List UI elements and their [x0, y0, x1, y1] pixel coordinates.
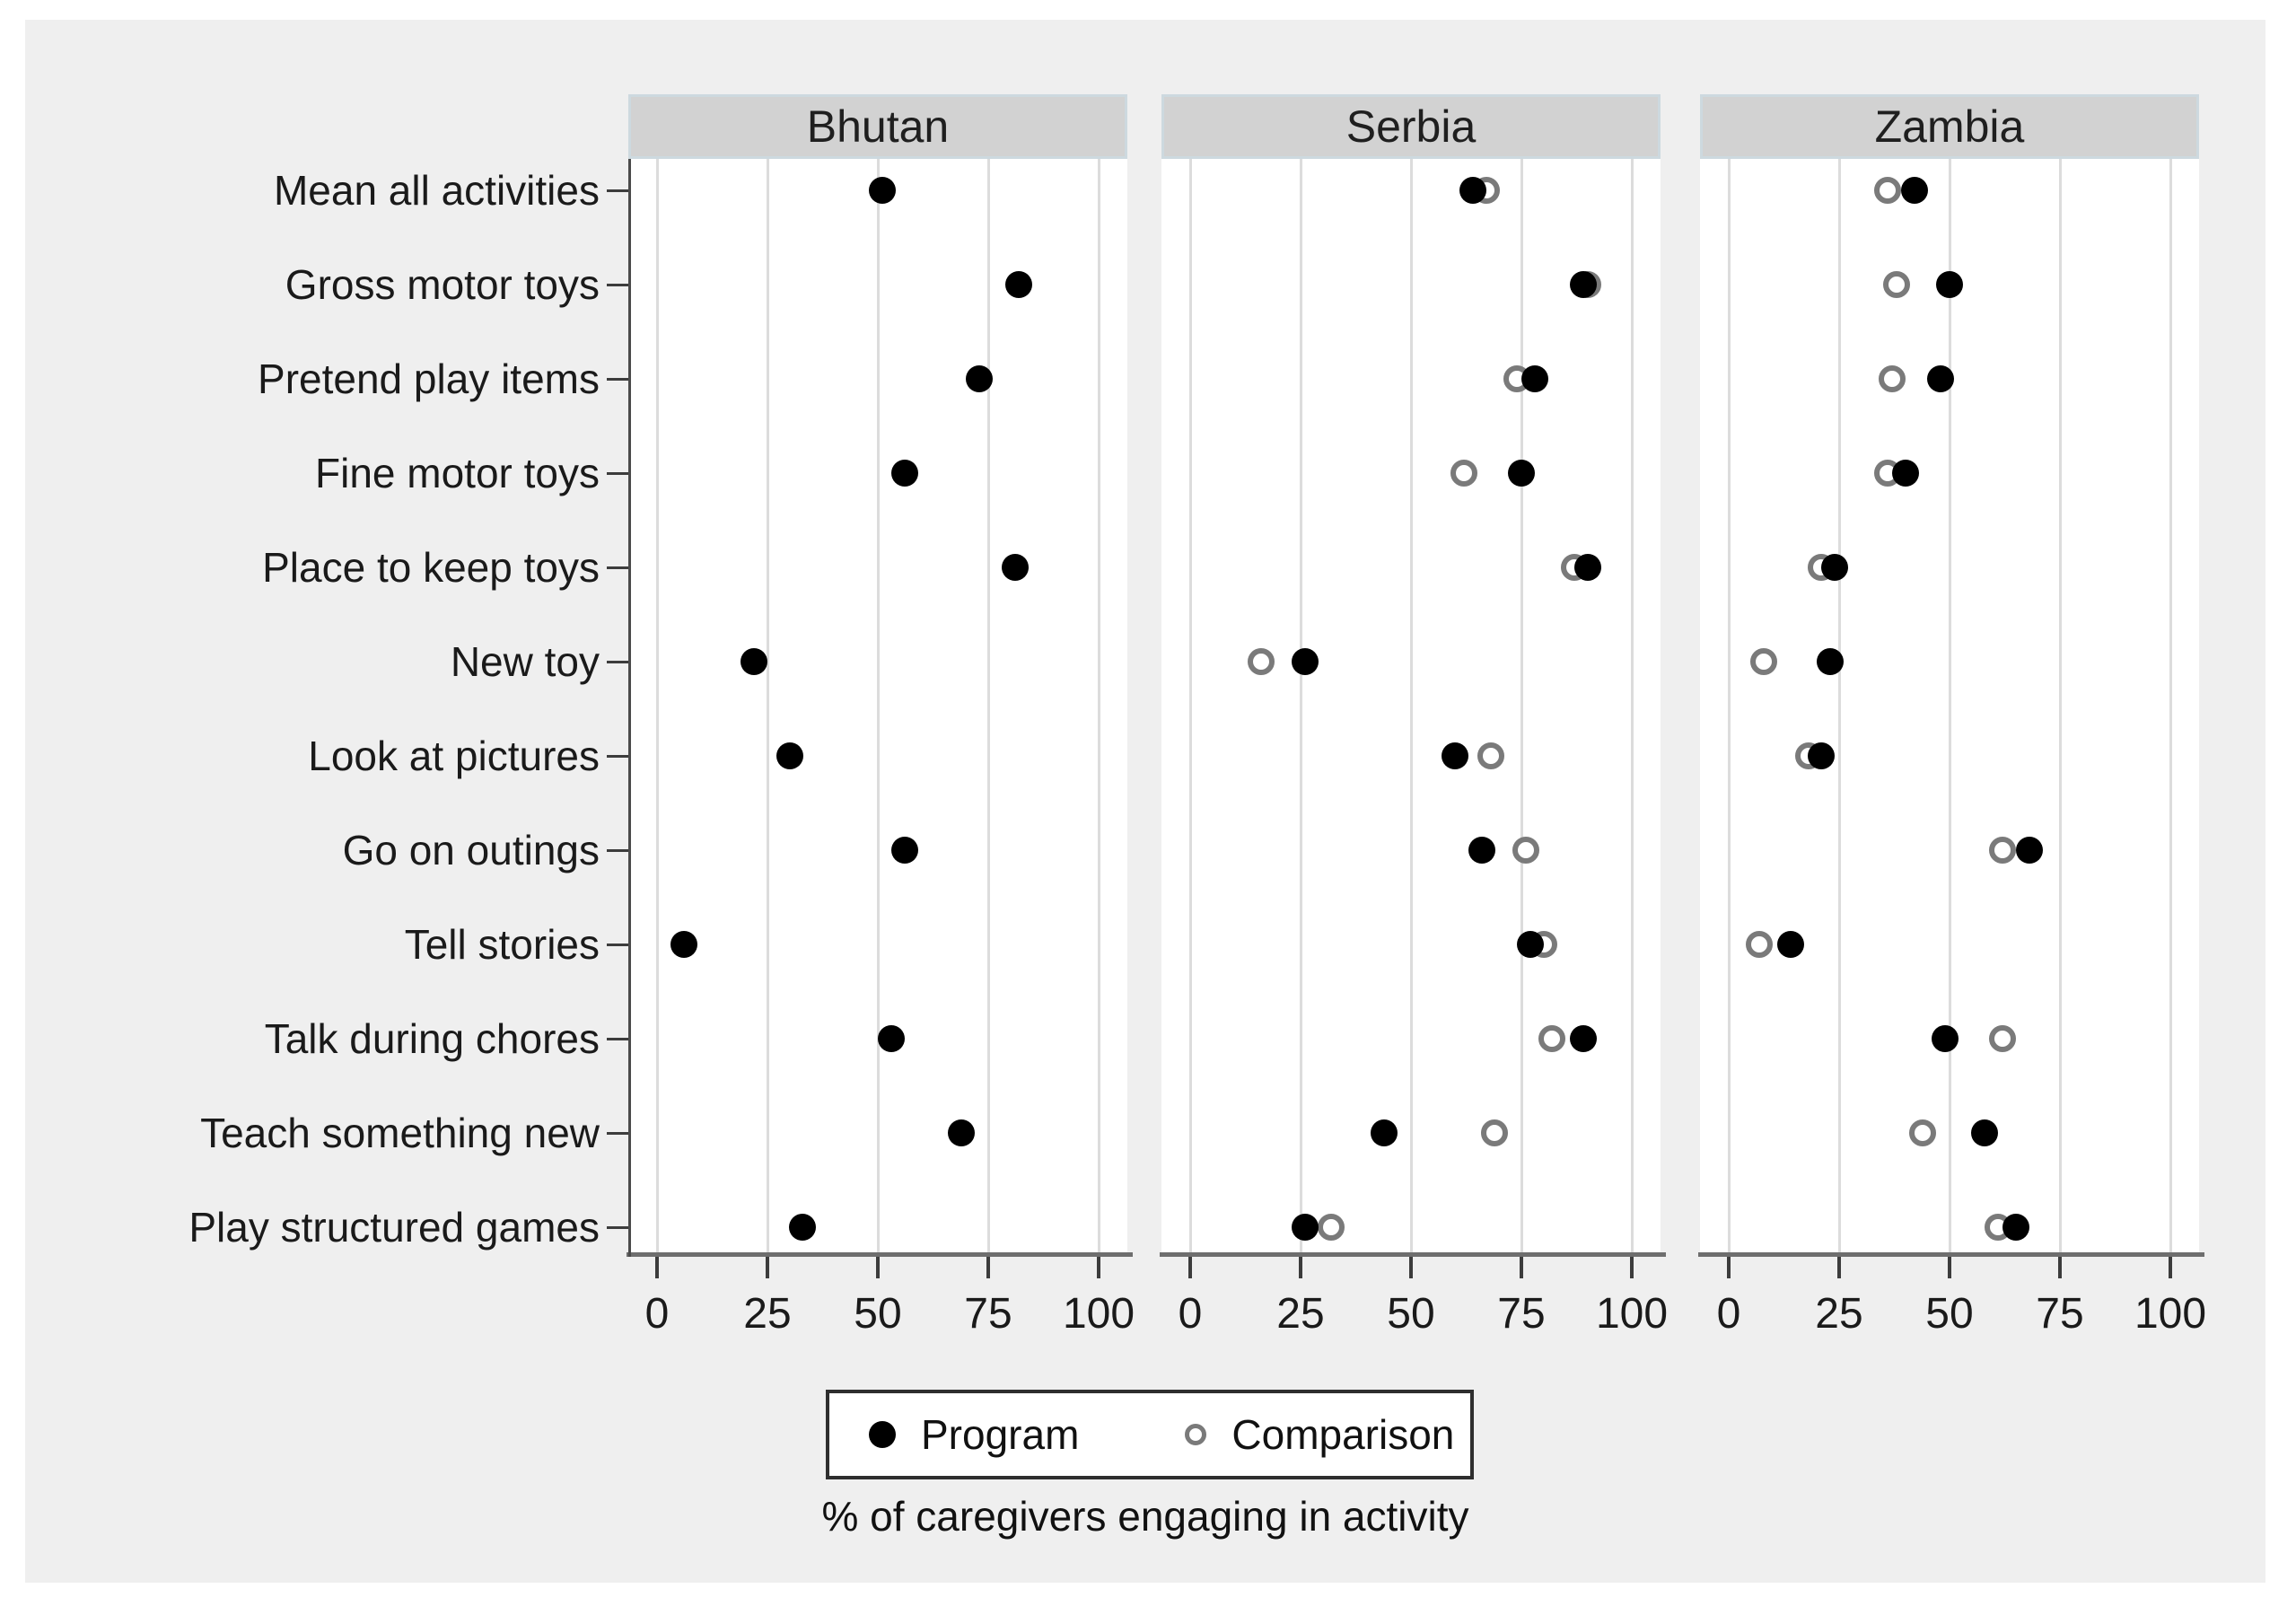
x-tick-50: [876, 1257, 880, 1278]
program-marker: [966, 365, 993, 392]
x-tick-25: [1299, 1257, 1302, 1278]
y-tick: [607, 189, 628, 192]
x-tick-75: [1520, 1257, 1523, 1278]
program-marker: [1821, 554, 1848, 581]
gridline-0: [656, 159, 659, 1252]
open-circle-icon: [1185, 1424, 1206, 1445]
program-marker: [1901, 177, 1928, 204]
comparison-marker: [1879, 365, 1906, 392]
program-marker: [1936, 271, 1963, 298]
y-tick: [607, 1132, 628, 1135]
category-label: New toy: [450, 638, 600, 685]
gridline-0: [1189, 159, 1192, 1252]
category-label: Pretend play items: [258, 355, 600, 402]
program-marker: [1932, 1025, 1959, 1052]
program-marker: [1570, 271, 1597, 298]
x-axis-line: [1698, 1252, 2204, 1257]
x-tick-75: [2058, 1257, 2062, 1278]
program-marker: [1817, 648, 1844, 675]
x-tick-label-100: 100: [1595, 1290, 1669, 1338]
y-tick: [607, 1038, 628, 1040]
program-marker: [1892, 460, 1919, 487]
x-tick-label-25: 25: [1815, 1290, 1863, 1338]
comparison-marker: [1883, 271, 1910, 298]
program-marker: [891, 460, 918, 487]
x-axis-line: [1160, 1252, 1666, 1257]
panel-title: Serbia: [1345, 101, 1477, 152]
x-tick-label-50: 50: [1387, 1290, 1435, 1338]
program-marker: [1459, 177, 1486, 204]
gridline-50: [877, 159, 880, 1252]
program-marker: [1927, 365, 1954, 392]
program-marker: [1292, 1214, 1319, 1241]
comparison-marker: [1512, 837, 1539, 864]
legend-item-comparison: [1185, 1410, 1454, 1459]
program-marker: [1442, 742, 1468, 769]
filled-circle-icon: [869, 1421, 896, 1448]
program-marker: [1468, 837, 1495, 864]
category-label: Talk during chores: [264, 1015, 600, 1062]
y-axis-line: [628, 159, 631, 1257]
x-tick-label-100: 100: [2134, 1290, 2207, 1338]
gridline-100: [1631, 159, 1634, 1252]
x-tick-label-25: 25: [1276, 1290, 1325, 1338]
x-tick-100: [1097, 1257, 1100, 1278]
gridline-100: [2169, 159, 2172, 1252]
x-tick-label-50: 50: [854, 1290, 902, 1338]
comparison-marker: [1248, 648, 1275, 675]
y-tick: [607, 755, 628, 758]
program-marker: [891, 837, 918, 864]
category-label: Place to keep toys: [262, 544, 600, 591]
category-label: Play structured games: [188, 1204, 600, 1251]
program-marker: [1777, 931, 1804, 958]
x-axis-line: [627, 1252, 1133, 1257]
x-tick-label-0: 0: [1716, 1290, 1741, 1338]
comparison-marker: [1989, 1025, 2016, 1052]
gridline-100: [1098, 159, 1100, 1252]
program-marker: [1002, 554, 1029, 581]
program-marker: [1508, 460, 1535, 487]
gridline-50: [1949, 159, 1951, 1252]
gridline-75: [987, 159, 990, 1252]
x-tick-25: [1837, 1257, 1841, 1278]
category-label: Mean all activities: [273, 167, 600, 214]
x-tick-100: [1630, 1257, 1634, 1278]
panel-title: Bhutan: [806, 101, 950, 152]
comparison-marker: [1450, 460, 1477, 487]
x-tick-label-100: 100: [1062, 1290, 1135, 1338]
x-tick-50: [1948, 1257, 1951, 1278]
x-tick-label-0: 0: [644, 1290, 670, 1338]
category-label: Tell stories: [404, 921, 600, 968]
category-label: Gross motor toys: [285, 261, 600, 308]
gridline-50: [1410, 159, 1413, 1252]
program-marker: [776, 742, 803, 769]
x-tick-label-75: 75: [964, 1290, 1012, 1338]
legend-label: Comparison: [1231, 1411, 1455, 1458]
program-marker: [1517, 931, 1544, 958]
panel-title: Zambia: [1874, 101, 2025, 152]
legend-label: Program: [921, 1411, 1080, 1458]
program-marker: [670, 931, 697, 958]
gridline-75: [1520, 159, 1523, 1252]
program-marker: [878, 1025, 905, 1052]
x-tick-100: [2169, 1257, 2172, 1278]
category-label: Look at pictures: [308, 733, 600, 779]
gridline-0: [1728, 159, 1731, 1252]
x-tick-50: [1409, 1257, 1413, 1278]
legend-item-program: [869, 1410, 1079, 1459]
y-tick: [607, 661, 628, 663]
y-tick: [607, 566, 628, 569]
comparison-marker: [1874, 177, 1901, 204]
category-label: Fine motor toys: [315, 450, 600, 496]
x-tick-label-0: 0: [1178, 1290, 1203, 1338]
x-tick-25: [766, 1257, 769, 1278]
x-tick-0: [1188, 1257, 1192, 1278]
gridline-25: [1838, 159, 1841, 1252]
y-tick: [607, 378, 628, 381]
program-marker: [1574, 554, 1601, 581]
x-tick-0: [655, 1257, 659, 1278]
program-marker: [1570, 1025, 1597, 1052]
program-marker: [2002, 1214, 2029, 1241]
program-marker: [869, 177, 896, 204]
y-tick: [607, 849, 628, 852]
x-tick-label-75: 75: [1497, 1290, 1546, 1338]
x-tick-75: [986, 1257, 990, 1278]
legend: [826, 1390, 1474, 1479]
x-tick-0: [1727, 1257, 1731, 1278]
gridline-25: [767, 159, 769, 1252]
y-tick: [607, 944, 628, 946]
y-tick: [607, 472, 628, 475]
comparison-marker: [1989, 837, 2016, 864]
program-marker: [2016, 837, 2043, 864]
category-label: Go on outings: [342, 827, 600, 873]
y-tick: [607, 1226, 628, 1229]
panel-header-bhutan: [628, 94, 1127, 159]
gridline-75: [2059, 159, 2062, 1252]
x-tick-label-50: 50: [1925, 1290, 1974, 1338]
gridline-25: [1300, 159, 1302, 1252]
y-tick: [607, 284, 628, 286]
comparison-marker: [1477, 742, 1504, 769]
x-tick-label-25: 25: [743, 1290, 792, 1338]
x-axis-title: % of caregivers engaging in activity: [821, 1493, 1469, 1540]
program-marker: [1521, 365, 1548, 392]
category-label: Teach something new: [200, 1110, 600, 1156]
panel-header-zambia: [1700, 94, 2199, 159]
x-tick-label-75: 75: [2036, 1290, 2084, 1338]
program-marker: [1292, 648, 1319, 675]
panel-header-serbia: [1161, 94, 1661, 159]
